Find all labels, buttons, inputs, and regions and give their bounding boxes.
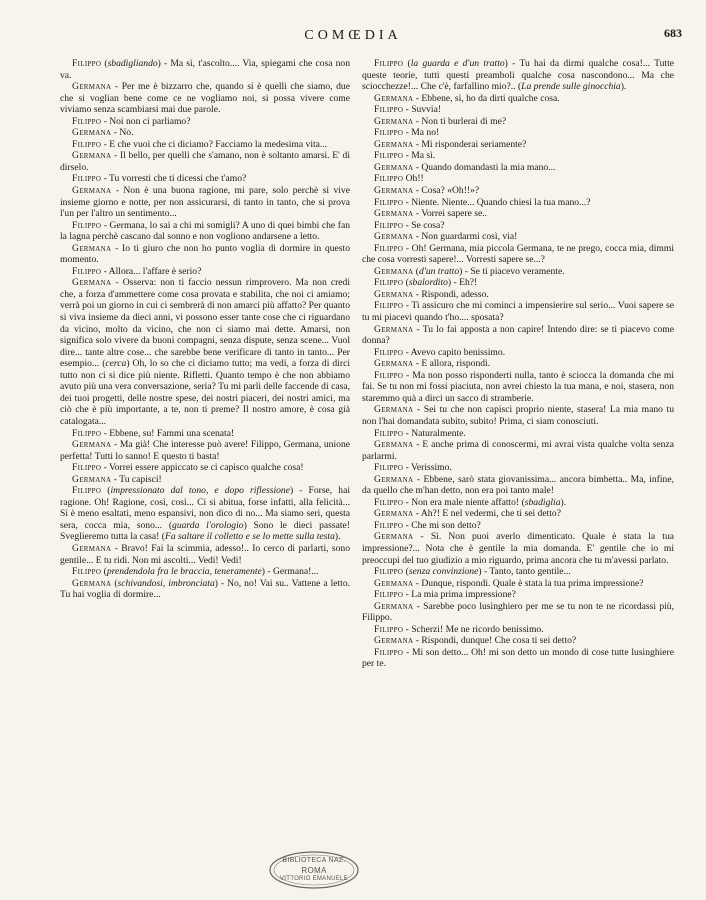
dialogue-paragraph: [362, 116, 674, 128]
speaker-name: Filippo: [72, 138, 102, 150]
speaker-name: Germana: [72, 127, 112, 139]
dialogue-text: (: [101, 58, 108, 69]
dialogue-paragraph: [60, 462, 350, 474]
speaker-name: Filippo: [374, 58, 404, 69]
dialogue-text: - Non era male niente affatto! (: [403, 496, 525, 508]
speaker-name: Germana: [72, 81, 112, 93]
speaker-name: Germana: [72, 577, 112, 589]
dialogue-text: - Ebbene, sarò stata giovanissima... ancora bimbetta.. Ma, infine, da quello che m'han detto, non era poi tanto male!: [362, 473, 674, 497]
speaker-name: Filippo: [374, 300, 404, 312]
right-column: [362, 58, 674, 670]
dialogue-text: - Osserva: non ti faccio nessun rimprovero. Ma non credi che, a forza d'ammettere come cosa provata e stabilita, che noi ci amiamo; verrà poi un giorno in cui ci sembrerà di non amarci più affatto? Per quanto si viva insieme da dieci anni, vi possono esser tante cose che ci riguardano da vicino, molto da vicino, che non ci siamo mai dette. Amarsi, non significa solo vivere da buoni compagni, senza dispute, senza scene... Vuol dire... tante altre cose... che sarebbe bene verificare di tanto in tanto... Per esempio... (: [60, 277, 350, 370]
dialogue-paragraph: [60, 116, 350, 128]
stage-direction: sbalordito: [408, 277, 448, 289]
speaker-name: Germana: [374, 600, 414, 612]
speaker-name: Filippo: [374, 519, 404, 531]
dialogue-text: - Sarebbe poco lusinghiero per me se tu non te ne ricordassi più, Filippo.: [362, 600, 674, 624]
speaker-name: Germana: [374, 531, 414, 543]
dialogue-text: - La mia prima impressione?: [403, 589, 516, 601]
speaker-name: Filippo: [72, 462, 102, 474]
dialogue-text: - Ah?! E nel vedermi, che ti sei detto?: [413, 508, 561, 520]
dialogue-text: - No.: [111, 127, 134, 139]
speaker-name: Germana: [72, 150, 112, 162]
dialogue-text: - Per me è bizzarro che, quando si è quelli che siamo, due che si voglian bene come ce ne vogliamo noi, si possa vivere come viviamo senza scambiarsi mai due parole.: [60, 81, 350, 116]
dialogue-paragraph: [362, 439, 674, 462]
dialogue-paragraph: [362, 127, 674, 139]
dialogue-text: - E anche prima di conoscermi, mi avrai vista qualche volta senza parlarmi.: [362, 439, 674, 462]
dialogue-text: - Il bello, per quelli che s'amano, non è soltanto amarsi. E' di dirselo.: [60, 150, 350, 173]
speaker-name: Germana: [374, 323, 414, 335]
dialogue-text: ) Sono le dieci passate! Sveglieremo tutta la casa! (: [60, 519, 351, 543]
speaker-name: Germana: [374, 138, 414, 150]
speaker-name: Filippo: [374, 173, 404, 185]
dialogue-text: - E allora, rispondi.: [413, 358, 491, 370]
dialogue-text: (: [403, 58, 411, 69]
speaker-name: Filippo: [72, 173, 102, 185]
stage-direction: La prende sulle ginocchia: [521, 81, 621, 93]
speaker-name: Germana: [374, 92, 414, 104]
dialogue-text: - Dunque, rispondi. Quale è stata la tua prima impressione?: [413, 577, 644, 589]
speaker-name: Germana: [374, 115, 414, 127]
dialogue-text: - Avevo capito benissimo.: [403, 346, 506, 358]
dialogue-paragraph: [60, 578, 350, 601]
dialogue-paragraph: [362, 173, 674, 185]
dialogue-paragraph: [362, 601, 674, 624]
dialogue-paragraph: [362, 58, 674, 93]
dialogue-paragraph: [362, 404, 674, 427]
dialogue-text: ).: [560, 496, 567, 508]
dialogue-text: - Ma no!: [403, 127, 440, 139]
stage-direction: d'un tratto: [418, 265, 460, 277]
dialogue-paragraph: [362, 220, 674, 232]
dialogue-paragraph: [362, 520, 674, 532]
speaker-name: Germana: [374, 577, 414, 589]
dialogue-text: - Ma già! Che interesse può avere! Filippo, Germana, unione perfetta! Tutti lo sanno! E questo ti basta!: [60, 439, 350, 462]
dialogue-text: - Mi risponderai seriamente?: [413, 138, 527, 150]
dialogue-text: - Sì. Non puoi averlo dimenticato. Quale è stata la tua impressione?... Nota che è gentile la mia domanda. E' gentile che io mi preoccupi del tuo giudizio a mio riguardo, prima ancora che tu m'avessi parlato.: [362, 531, 674, 566]
dialogue-text: - Oh! Germana, mia piccola Germana, te ne prego, cocca mia, dimmi che cosa vorresti sapere!... Vorresti sapere se...?: [362, 242, 674, 266]
dialogue-text: ) - Eh?!: [447, 277, 478, 289]
speaker-name: Filippo: [374, 646, 404, 658]
page-number: 683: [664, 26, 682, 40]
dialogue-text: ) - No, no! Vai su.. Vattene a letto. Tu hai voglia di dormire...: [60, 577, 351, 601]
stage-direction: sbadigliando: [107, 58, 158, 69]
dialogue-paragraph: [362, 370, 674, 405]
dialogue-paragraph: [60, 439, 350, 462]
dialogue-paragraph: [60, 185, 350, 220]
speaker-name: Filippo: [374, 427, 404, 439]
dialogue-text: - Ma non posso risponderti nulla, tanto è sciocca la domanda che mi fai. Se tu non mi fossi piaciuta, non avrei chiesto la tua mana, e noi, stasera, non staremmo quà a dirci un sacco di stramberie.: [362, 369, 674, 404]
dialogue-text: ) - Tu hai da dirmi qualche cosa!... Tutte queste teorie, tutti questi preamboli qualche cosa nascondono... Ma che sciocchezze!... Che c'è, farfallino mio?.. (: [362, 58, 674, 93]
speaker-name: Germana: [72, 542, 112, 554]
dialogue-paragraph: [362, 589, 674, 601]
dialogue-text: - Mi son detto... Oh! mi son detto un mondo di cose tutte lusinghiere per te.: [362, 646, 674, 670]
speaker-name: Filippo: [72, 485, 102, 497]
speaker-name: Filippo: [374, 566, 404, 578]
dialogue-text: ).: [334, 531, 341, 543]
dialogue-text: - Vorrei sapere se..: [413, 208, 488, 220]
speaker-name: Germana: [374, 231, 414, 243]
dialogue-text: - Niente. Niente... Quando chiesi la tua mano...?: [403, 196, 591, 208]
dialogue-text: - Suvvia!: [403, 104, 442, 116]
stage-direction: cerca: [105, 358, 127, 370]
dialogue-text: - Sei tu che non capisci proprio niente, stasera! La mia mano tu non l'hai domandata subito, subito! Prima, ci siam conosciuti.: [362, 404, 674, 427]
speaker-name: Germana: [374, 161, 414, 173]
page-header: [0, 28, 706, 50]
dialogue-paragraph: [60, 220, 350, 243]
dialogue-paragraph: [60, 485, 350, 543]
dialogue-paragraph: [362, 208, 674, 220]
dialogue-paragraph: [60, 277, 350, 427]
stamp-line-3: VITTORIO EMANUELE: [279, 876, 348, 882]
dialogue-paragraph: [362, 93, 674, 105]
dialogue-text: (: [101, 566, 107, 578]
dialogue-paragraph: [362, 347, 674, 359]
dialogue-text: - Allora... l'affare è serio?: [101, 265, 202, 277]
speaker-name: Filippo: [374, 127, 404, 139]
stage-direction: la guarda e d'un tratto: [410, 58, 505, 69]
dialogue-paragraph: [60, 428, 350, 440]
speaker-name: Germana: [374, 288, 414, 300]
dialogue-text: ) Oh, lo so che ci diciamo tutto; ma vedi, a forza di dirci tutto non ci si dice più niente. Rifletti. Quanto tempo è che non abbiamo avuto più una vera conversazione, seria? Tu mi parli delle faccende di casa, dei tuoi progetti, delle nostre spese, dei nostri piaceri, dei nostri amici, ma ciò che è più importante, a te, non ti preme? Il nostro amore, è cosa già catalogata...: [60, 358, 350, 427]
dialogue-text: - Non è una buona ragione, mi pare, solo perchè si vive insieme giorno e notte, per non assicurarsi, di tanto in tanto, che si prova l'un per l'altro un sentimento...: [60, 185, 350, 220]
speaker-name: Germana: [374, 185, 414, 197]
dialogue-text: - Germana, lo sai a chi mi somigli? A uno di quei bimbi che fan la lagna perchè cascano dal sonno e non vogliono andarsene a letto.: [60, 219, 350, 243]
dialogue-paragraph: [362, 231, 674, 243]
dialogue-paragraph: [362, 150, 674, 162]
speaker-name: Filippo: [72, 219, 102, 231]
dialogue-paragraph: [362, 508, 674, 520]
dialogue-text: ) - Germana!...: [261, 566, 319, 578]
dialogue-text: - Bravo! Fai la scimmia, adesso!.. Io cerco di parlarti, sono gentile... E tu ridi. Non mi ascolti... Vedi! Vedi!: [60, 542, 350, 566]
dialogue-paragraph: [362, 428, 674, 440]
speaker-name: Germana: [374, 439, 414, 451]
dialogue-paragraph: [362, 277, 674, 289]
speaker-name: Germana: [374, 404, 414, 416]
dialogue-paragraph: [362, 358, 674, 370]
dialogue-text: - Ebbene, su! Fammi una scenata!: [101, 427, 235, 439]
dialogue-paragraph: [60, 58, 350, 81]
dialogue-paragraph: [60, 474, 350, 486]
dialogue-paragraph: [60, 127, 350, 139]
dialogue-paragraph: [362, 300, 674, 323]
dialogue-paragraph: [362, 635, 674, 647]
dialogue-paragraph: [60, 81, 350, 116]
dialogue-text: - Quando domandasti la mia mano...: [413, 161, 556, 173]
dialogue-paragraph: [362, 324, 674, 347]
dialogue-text: ).: [620, 81, 627, 93]
dialogue-text: - Non guardarmi così, via!: [413, 231, 518, 243]
dialogue-text: - Rispondi, adesso.: [413, 288, 489, 300]
dialogue-text: Oh!!: [403, 173, 424, 185]
dialogue-paragraph: [362, 289, 674, 301]
stage-direction: senza convinzione: [408, 566, 479, 578]
library-stamp: [268, 850, 360, 890]
dialogue-paragraph: [362, 243, 674, 266]
speaker-name: Filippo: [374, 462, 404, 474]
stage-direction: schivandosi, imbronciata: [117, 577, 215, 589]
dialogue-paragraph: [60, 150, 350, 173]
dialogue-paragraph: [60, 139, 350, 151]
dialogue-text: (: [403, 277, 409, 289]
dialogue-text: (: [101, 485, 111, 497]
dialogue-paragraph: [60, 266, 350, 278]
dialogue-text: - Rispondi, dunque! Che cosa ti sei detto?: [413, 635, 577, 647]
dialogue-text: (: [403, 566, 409, 578]
dialogue-text: - E che vuoi che ci diciamo? Facciamo la medesima vita...: [101, 138, 328, 150]
speaker-name: Germana: [72, 439, 112, 451]
speaker-name: Filippo: [374, 623, 404, 635]
speaker-name: Filippo: [374, 589, 404, 601]
dialogue-text: - Io ti giuro che non ho punto voglia di dormire in questo momento.: [60, 242, 350, 266]
stage-direction: prendendola fra le braccia, teneramente: [106, 566, 262, 578]
dialogue-text: ) - Se ti piacevo veramente.: [459, 265, 565, 277]
speaker-name: Germana: [374, 508, 414, 520]
speaker-name: Germana: [72, 473, 112, 485]
dialogue-text: - Se cosa?: [403, 219, 445, 231]
dialogue-paragraph: [362, 139, 674, 151]
speaker-name: Germana: [72, 277, 112, 289]
dialogue-paragraph: [362, 647, 674, 670]
dialogue-paragraph: [362, 497, 674, 509]
dialogue-paragraph: [362, 185, 674, 197]
dialogue-paragraph: [60, 566, 350, 578]
stage-direction: impressionato dal tono, e dopo riflessione: [110, 485, 290, 497]
dialogue-text: - Verissimo.: [403, 462, 452, 474]
speaker-name: Filippo: [374, 150, 404, 162]
dialogue-text: - Tu capisci!: [111, 473, 162, 485]
stage-direction: sbadiglia: [524, 496, 561, 508]
dialogue-paragraph: [362, 531, 674, 566]
dialogue-text: - Che mi son detto?: [403, 519, 481, 531]
dialogue-paragraph: [362, 197, 674, 209]
speaker-name: Filippo: [374, 369, 404, 381]
dialogue-text: ) - Tanto, tanto gentile...: [478, 566, 571, 578]
dialogue-paragraph: [362, 566, 674, 578]
dialogue-text: (: [111, 577, 118, 589]
dialogue-paragraph: [362, 462, 674, 474]
left-column: [60, 58, 350, 601]
dialogue-text: - Ti assicuro che mi cominci a impensierire sul serio... Vuoi sapere se tu mi piacevi quando t'ho.... sposata?: [362, 300, 674, 324]
speaker-name: Germana: [72, 185, 112, 197]
speaker-name: Filippo: [72, 566, 102, 578]
dialogue-text: ) - Ma sì, t'ascolto.... Via, spiegami che cosa non va.: [60, 58, 350, 81]
dialogue-text: (: [413, 265, 419, 277]
dialogue-paragraph: [60, 543, 350, 566]
speaker-name: Filippo: [72, 58, 102, 69]
speaker-name: Germana: [374, 473, 414, 485]
speaker-name: Filippo: [374, 346, 404, 358]
dialogue-text: - Tu lo fai apposta a non capire! Intendo dire: se ti piacevo come donna?: [362, 323, 674, 347]
stage-direction: guarda l'orologio: [172, 519, 244, 531]
stamp-line-1: BIBLIOTECA NAZ.: [282, 857, 346, 864]
speaker-name: Filippo: [72, 265, 102, 277]
speaker-name: Filippo: [374, 496, 404, 508]
stage-direction: Fa saltare il colletto e se lo mette sulla testa: [164, 531, 335, 543]
speaker-name: Filippo: [374, 196, 404, 208]
speaker-name: Filippo: [72, 427, 102, 439]
speaker-name: Filippo: [374, 219, 404, 231]
dialogue-paragraph: [362, 474, 674, 497]
dialogue-text: - Tu vorresti che ti dicessi che t'amo?: [101, 173, 247, 185]
speaker-name: Germana: [374, 635, 414, 647]
dialogue-text: - Scherzi! Me ne ricordo benissimo.: [403, 623, 544, 635]
speaker-name: Filippo: [374, 277, 404, 289]
dialogue-text: - Vorrei essere appiccato se ci capisco qualche cosa!: [101, 462, 304, 474]
dialogue-text: - Cosa? «Oh!!»?: [413, 185, 480, 197]
dialogue-text: ) - Forse, hai ragione. Oh! Ragione, così, così... Ci si abitua, forse infatti, alla felicità... Si è meno esaltati, meno espansivi, non dico di no... Ma siamo seri, questa sera, cocca mia, sono... (: [60, 485, 350, 531]
dialogue-paragraph: [60, 173, 350, 185]
dialogue-paragraph: [362, 266, 674, 278]
stamp-line-2: ROMA: [301, 866, 327, 875]
dialogue-text: - Non ti burlerai di me?: [413, 115, 507, 127]
speaker-name: Filippo: [374, 104, 404, 116]
speaker-name: Germana: [374, 265, 414, 277]
speaker-name: Germana: [72, 242, 112, 254]
dialogue-paragraph: [362, 104, 674, 116]
dialogue-text: - Ma sì.: [403, 150, 436, 162]
dialogue-paragraph: [362, 624, 674, 636]
speaker-name: Filippo: [72, 115, 102, 127]
dialogue-text: - Noi non ci parliamo?: [101, 115, 191, 127]
dialogue-paragraph: [362, 578, 674, 590]
dialogue-paragraph: [60, 243, 350, 266]
journal-title: COMŒDIA: [304, 28, 402, 43]
dialogue-text: - Ebbene, sì, ho da dirti qualche cosa.: [413, 92, 560, 104]
dialogue-paragraph: [362, 162, 674, 174]
speaker-name: Filippo: [374, 242, 404, 254]
speaker-name: Germana: [374, 358, 414, 370]
speaker-name: Germana: [374, 208, 414, 220]
dialogue-text: - Naturalmente.: [403, 427, 466, 439]
